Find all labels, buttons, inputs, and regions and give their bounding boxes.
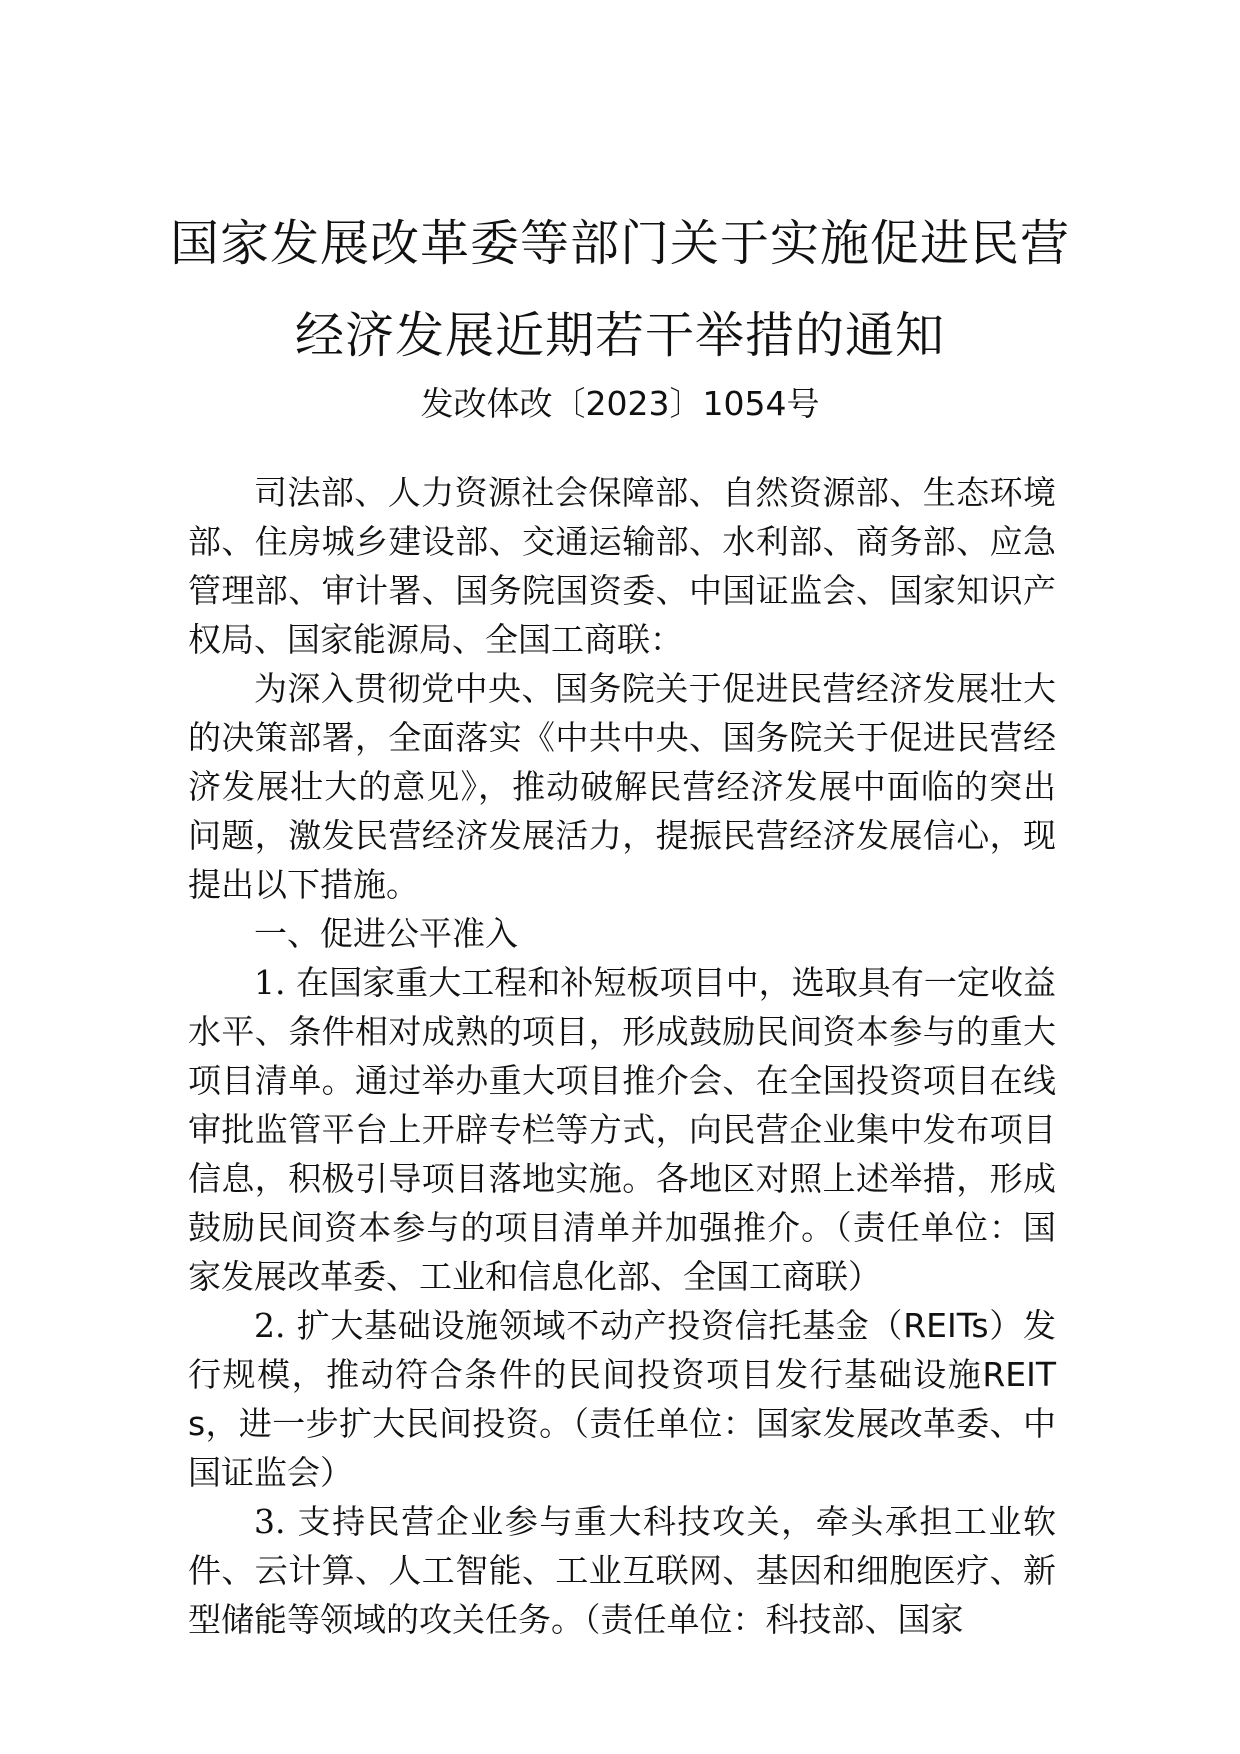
item-text: 扩大基础设施领域不动产投资信托基金（REITs）发行规模，推动符合条件的民间投资项目发行基础设施REITs，进一步扩大民间投资。（责任单位：国家发展改革委、中国证监会） (188, 1306, 1056, 1492)
item-number: 3. (254, 1502, 286, 1541)
title-line-1: 国家发展改革委等部门关于实施促进民营 (169, 215, 1070, 272)
title-line-2: 经济发展近期若干举措的通知 (294, 307, 945, 364)
list-item (188, 1497, 1056, 1644)
item-text: 支持民营企业参与重大科技攻关，牵头承担工业软件、云计算、人工智能、工业互联网、基因和细胞医疗、新型储能等领域的攻关任务。（责任单位：科技部、国家 (188, 1502, 1057, 1639)
document-body (188, 468, 1056, 1644)
recipients-paragraph: 司法部、人力资源社会保障部、自然资源部、生态环境部、住房城乡建设部、交通运输部、水利部、商务部、应急管理部、审计署、国务院国资委、中国证监会、国家知识产权局、国家能源局、全国工商联： (188, 473, 1056, 659)
item-number: 1. (254, 963, 286, 1002)
item-text: 在国家重大工程和补短板项目中，选取具有一定收益水平、条件相对成熟的项目，形成鼓励民间资本参与的重大项目清单。通过举办重大项目推介会、在全国投资项目在线审批监管平台上开辟专栏等方式，向民营企业集中发布项目信息，积极引导项目落地实施。各地区对照上述举措，形成鼓励民间资本参与的项目清单并加强推介。（责任单位：国家发展改革委、工业和信息化部、全国工商联） (188, 963, 1057, 1296)
list-item (188, 1301, 1056, 1497)
list-item (188, 958, 1056, 1301)
item-number: 2. (254, 1306, 286, 1345)
document-title (0, 198, 1240, 382)
section-heading: 一、促进公平准入 (254, 914, 518, 953)
intro-paragraph: 为深入贯彻党中央、国务院关于促进民营经济发展壮大的决策部署，全面落实《中共中央、国务院关于促进民营经济发展壮大的意见》，推动破解民营经济发展中面临的突出问题，激发民营经济发展活力，提振民营经济发展信心，现提出以下措施。 (188, 669, 1056, 904)
document-number: 发改体改〔2023〕1054号 (420, 384, 820, 423)
